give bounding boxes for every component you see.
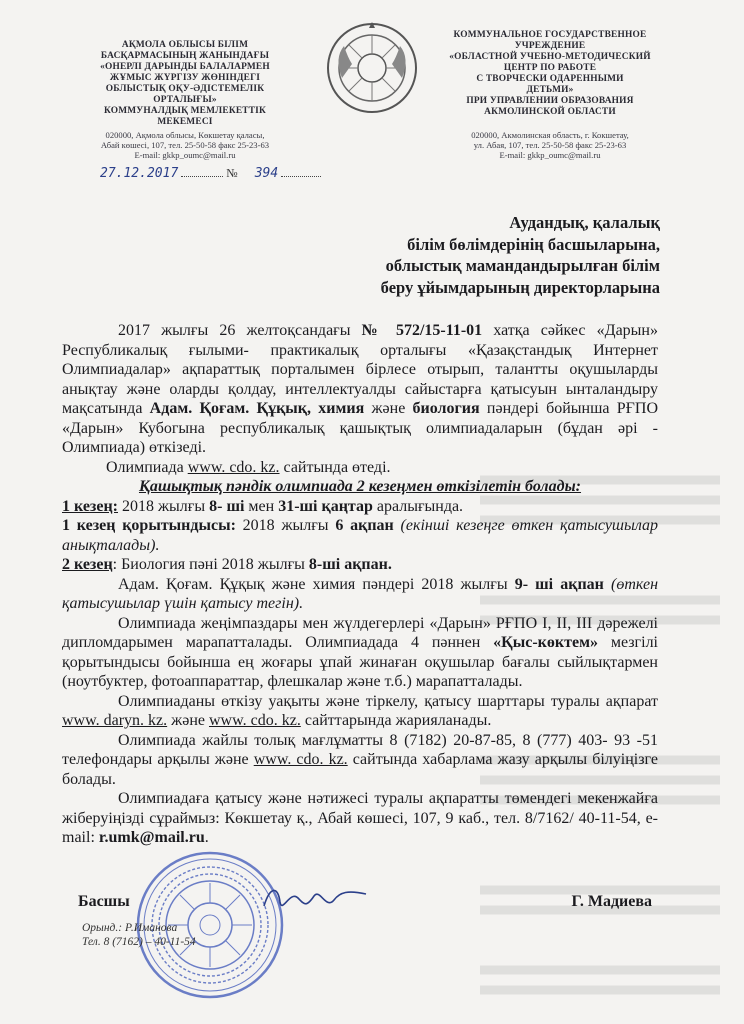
subject-biology: биология [412, 400, 480, 417]
address-line: E-mail: gkkp_oumc@mail.ru [134, 150, 236, 160]
stage-1 [62, 497, 658, 517]
header-left-line: БАСҚАРМАСЫНЫҢ ЖАНЫНДАҒЫ [100, 51, 270, 61]
paragraph-info [62, 692, 658, 731]
paragraph-intro [62, 321, 658, 458]
address-line: ул. Абая, 107, тел. 25-50-58 факс 25-23-63 [473, 140, 627, 150]
text-run: және [364, 400, 413, 417]
addressee-line: беру ұйымдарының директорларына [380, 277, 660, 297]
header-right-line: С ТВОРЧЕСКИ ОДАРЕННЫМИ [476, 74, 624, 84]
text-run: 2017 жылғы 26 желтоқсандағы [118, 322, 362, 339]
text-italic: (екінші кезеңге өткен қатысушылар анықталады). [62, 517, 659, 554]
addressee-line: облыстық мамандандырылған білім [385, 256, 660, 275]
paragraph-address [62, 789, 658, 848]
daryn-link[interactable]: www. daryn. kz. [62, 712, 168, 729]
executor-phone: Тел. 8 (7162) – 40-11-54 [82, 936, 196, 948]
text-run: Олимпиада [106, 458, 188, 476]
reference-number: № 572/15-11-01 [361, 322, 483, 339]
stage-1-results-label: 1 кезең қорытындысы: [62, 517, 236, 534]
paragraph-contacts [62, 731, 658, 790]
text-bold: 31-ші қаңтар [278, 497, 373, 515]
header-left-line: АҚМОЛА ОБЛЫСЫ БІЛІМ [121, 40, 249, 50]
text-run: : Биология пәні 2018 жылғы [112, 556, 309, 573]
letter-body [62, 321, 658, 848]
outgoing-number-line [100, 166, 321, 181]
text-bold: 8- ші [209, 497, 245, 515]
header-left-line: «ОНЕРЛІ ДАРЫНДЫ БАЛАЛАРМЕН [100, 62, 270, 72]
header-left-line: ОРТАЛЫҒЫ» [153, 95, 217, 105]
text-run: Олимпиада жеңімпаздары мен жүлдегерлері «Дарын» РҒПО І, ІІ, ІІІ дәрежелі дипломдарымен марапатталады. Олимпиадада 4 пәннен [62, 614, 658, 651]
text-run: мен [244, 497, 279, 515]
text-run: Олимпиаданы өткізу уақыты және тіркелу, қатысу шарттары туралы ақпарат [118, 692, 658, 710]
header-right-line: «ОБЛАСТНОЙ УЧЕБНО-МЕТОДИЧЕСКИЙ [449, 52, 651, 62]
cdo-link[interactable]: www. cdo. kz. [187, 458, 280, 476]
text-run: Олимпиадаға қатысу және нәтижесі туралы ақпаратты төмендегі мекенжайға жіберуіңізді сұраймыз: Көкшетау қ., Абай көшесі, 107, 9 каб., тел. 8/7162/ 40-11-54, e-mail: [62, 790, 658, 846]
stages-heading: Қашықтық пәндік олимпиада 2 кезеңмен өткізілетін болады: [138, 478, 582, 495]
outgoing-number: 394 [254, 166, 279, 181]
address-line: 020000, Акмолинская область, г. Кокшетау, [471, 130, 629, 140]
text-run: аралығында. [372, 497, 464, 515]
stage-1-results [62, 516, 658, 555]
text-bold: 9- ші ақпан [514, 575, 604, 593]
header-left-line: КОММУНАЛДЫҚ МЕМЛЕКЕТТІК [103, 106, 267, 116]
text-run: Адам. Қоғам. Құқық және химия пәндері 2018 жылғы [118, 575, 515, 593]
cdo-link[interactable]: www. cdo. kz. [253, 751, 348, 768]
header-left-address [60, 130, 310, 160]
header-right-line: ПРИ УПРАВЛЕНИИ ОБРАЗОВАНИЯ [466, 96, 634, 106]
cdo-link[interactable]: www. cdo. kz. [208, 712, 301, 729]
stage-2-other-subjects [62, 575, 658, 614]
header-left-line: МЕКЕМЕСІ [157, 117, 213, 127]
number-sign: № [226, 166, 238, 180]
text-run: сайтында хабарлама жазу арқылы білуіңізге болады. [62, 751, 658, 788]
executor-name: Орынд.: Р.Иманова [82, 922, 178, 934]
address-line: 020000, Ақмола облысы, Көкшетау қаласы, [105, 130, 265, 140]
header-right-address [432, 130, 668, 160]
paragraph-stages-heading [62, 477, 658, 497]
header-right-line: АКМОЛИНСКОЙ ОБЛАСТИ [484, 107, 616, 117]
text-run: және [167, 712, 209, 729]
text-run: пәндері бойынша РҒПО «Дарын» Кубогына республикалық қашықтық олимпиадаларын (бұдан әрі - Олимпиада) өткізеді. [62, 400, 659, 456]
addressee-line: білім бөлімдерінің басшыларына, [407, 234, 660, 254]
stage-1-label: 1 кезең: [62, 497, 118, 515]
text-run: хатқа сәйкес «Дарын» Республикалық ғылыми- практикалық орталығы «Қазақстандық Интернет Олимпиадалар» ақпараттық порталымен бірлесе отырып, талантты оқушыларды анықтау және оларды қолдау, интеллектуалды сайыстарға қатысуын ынталандыру мақсатында [62, 322, 658, 417]
addressee-block [240, 212, 660, 298]
text-italic: (өткен қатысушылар үшін қатысу тегін). [62, 575, 659, 612]
paragraph-awards [62, 614, 658, 692]
outgoing-date: 27.12.2017 [100, 166, 179, 181]
signature-line [78, 893, 652, 911]
header-right-line: ЦЕНТР ПО РАБОТЕ [503, 63, 597, 73]
text-bold: 8-ші ақпан. [308, 556, 392, 573]
address-line: Абай көшесі, 107, тел. 25-50-58 факс 25-23-63 [100, 140, 270, 150]
signatory-title: Басшы [78, 893, 130, 910]
text-run: 2018 жылғы [235, 517, 336, 534]
text-run: 2018 жылғы [118, 497, 210, 515]
header-right-line: УЧРЕЖДЕНИЕ [514, 41, 586, 51]
text-run: сайтында өтеді. [279, 458, 391, 476]
subjects-bold: Адам. Қоғам. Құқық, химия [149, 400, 365, 417]
paragraph-site [62, 458, 658, 478]
header-right-line: ДЕТЬМИ» [526, 85, 574, 95]
address-line: E-mail: gkkp_oumc@mail.ru [499, 150, 601, 160]
executor-block [82, 921, 196, 949]
text-bold: «Қыс-көктем» [493, 634, 598, 651]
header-left-line: ЖҰМЫС ЖҮРГІЗУ ЖӨНІНДЕГІ [109, 73, 261, 83]
state-emblem-icon [322, 18, 422, 118]
text-run: Олимпиада жайлы толық мағлұматты 8 (7182) 20-87-85, 8 (777) 403- 93 -51 телефондары арқылы және [62, 731, 658, 768]
stage-2 [62, 555, 658, 575]
text-run: . [204, 829, 209, 846]
email-link[interactable]: r.umk@mail.ru [98, 829, 205, 846]
header-left-line: ОБЛЫСТЫҚ ОҚУ-ӘДІСТЕМЕЛІК [105, 84, 265, 94]
text-run: сайттарында жарияланады. [300, 712, 492, 729]
addressee-line: Аудандық, қалалық [509, 213, 660, 232]
header-left-org [60, 40, 310, 128]
text-bold: 6 ақпан [335, 517, 394, 534]
signatory-name: Г. Мадиева [571, 893, 652, 910]
header-right-org [432, 30, 668, 118]
header-right-line: КОММУНАЛЬНОЕ ГОСУДАРСТВЕННОЕ [453, 30, 647, 40]
text-run: мезгілі қорытындысы бойынша ең жоғары ұпай жинаған оқушылар бағалы сыйлықтармен (ноутбуктер, фотоаппараттар, флешкалар және т.б.) марапатталады. [62, 634, 658, 690]
stage-2-label: 2 кезең [62, 556, 113, 573]
